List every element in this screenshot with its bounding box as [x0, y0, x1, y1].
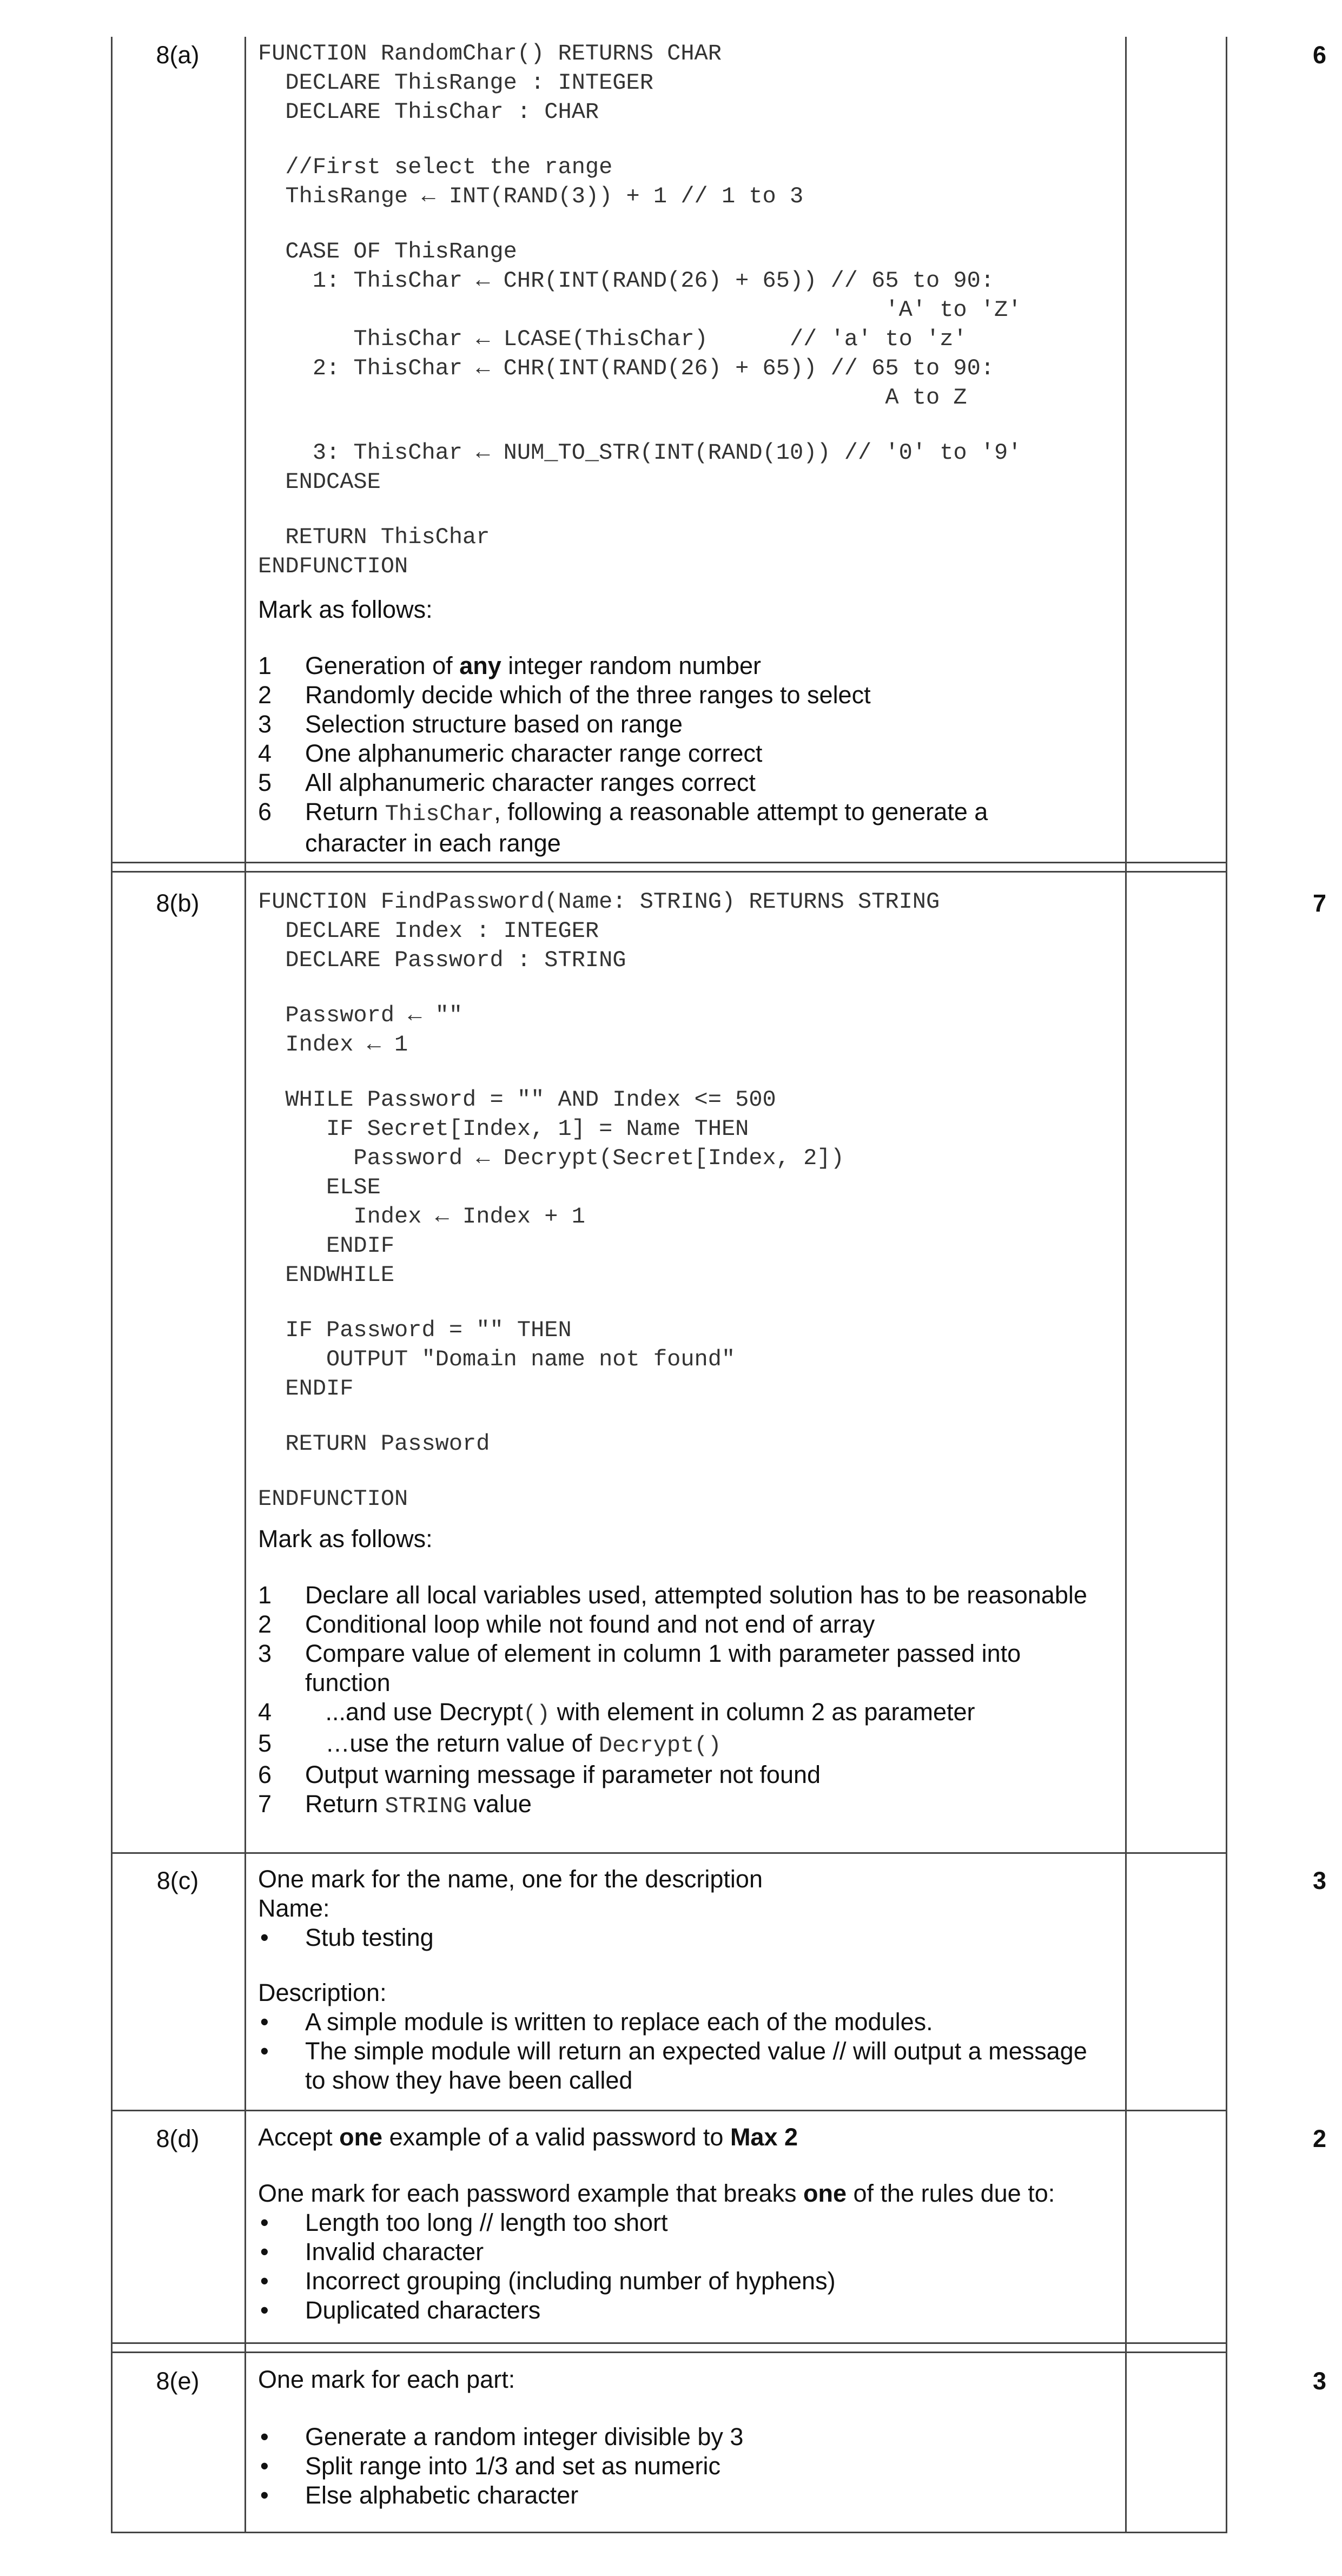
table-border-right: [1226, 37, 1227, 2533]
marking-point: 6 Return ThisChar, following a reasonable attempt to generate a character in each range: [258, 798, 988, 857]
code-line: //First select the range: [258, 154, 613, 180]
list-item: • Duplicated characters: [260, 2296, 541, 2324]
marking-point: 3 Selection structure based on range: [258, 710, 683, 738]
code-line: IF Password = "" THEN: [258, 1317, 572, 1343]
marks-value: 3: [1312, 2367, 1326, 2395]
code-line: A to Z: [258, 385, 967, 411]
code-line: [258, 1403, 1118, 1429]
mark-intro: One mark for the name, one for the description: [258, 1865, 763, 1893]
marks-value: 2: [1312, 2125, 1326, 2152]
row-divider-de-1: [111, 2342, 1227, 2344]
code-line: ENDFUNCTION: [258, 1486, 408, 1512]
code-line: ENDWHILE: [258, 1262, 395, 1288]
marks-value: 7: [1312, 889, 1326, 917]
code-line: ENDIF: [258, 1233, 395, 1259]
marking-point: 6 Output warning message if parameter not found: [258, 1761, 821, 1788]
marking-point: 1 Generation of any integer random number: [258, 652, 761, 679]
marking-point: 5 All alphanumeric character ranges correct: [258, 769, 756, 796]
list-item: • Generate a random integer divisible by 3: [260, 2423, 744, 2450]
question-number: 8(a): [156, 41, 200, 69]
code-line: [258, 975, 1118, 1001]
code-line: Password ← Decrypt(Secret[Index, 2]): [258, 1145, 844, 1171]
question-number: 8(c): [156, 1867, 199, 1894]
description-list: [258, 2007, 1118, 2095]
code-line: FUNCTION FindPassword(Name: STRING) RETURNS STRING: [258, 889, 940, 915]
list-item: • Incorrect grouping (including number of hyphens): [260, 2267, 836, 2295]
marking-point: 7 Return STRING value: [258, 1790, 532, 1819]
question-number: 8(e): [156, 2367, 200, 2395]
code-line: 3: ThisChar ← NUM_TO_STR(INT(RAND(10)) // '0' to '9': [258, 440, 1022, 466]
code-line: DECLARE Password : STRING: [258, 947, 626, 973]
code-line: 2: ThisChar ← CHR(INT(RAND(26) + 65)) // 65 to 90:: [258, 355, 995, 381]
code-line: [258, 127, 1118, 153]
code-line: DECLARE ThisChar : CHAR: [258, 99, 599, 125]
answer-content: [258, 887, 1118, 1821]
code-line: [258, 412, 1118, 438]
code-line: ENDCASE: [258, 469, 381, 495]
code-line: [258, 1059, 1118, 1085]
code-line: RETURN Password: [258, 1431, 490, 1457]
list-item: • A simple module is written to replace each of the modules.: [260, 2008, 933, 2036]
rule-intro: One mark for each password example that breaks one of the rules due to:: [258, 2179, 1055, 2207]
code-line: ENDFUNCTION: [258, 553, 408, 579]
code-line: [258, 211, 1118, 237]
marking-point: 1 Declare all local variables used, attempted solution has to be reasonable: [258, 1581, 1087, 1609]
list-item: • Length too long // length too short: [260, 2209, 668, 2236]
description-label: Description:: [258, 1979, 387, 2006]
row-divider-ab-2: [111, 871, 1227, 873]
code-line: Index ← 1: [258, 1032, 408, 1058]
code-line: 'A' to 'Z': [258, 297, 1022, 323]
mark-intro: Accept one example of a valid password to Max 2: [258, 2123, 798, 2151]
marking-points: [258, 1581, 1118, 1821]
list-item: • Split range into 1/3 and set as numeric: [260, 2452, 720, 2480]
marks-value: 6: [1312, 41, 1326, 69]
code-line: ELSE: [258, 1174, 381, 1200]
marking-points: [258, 651, 1118, 858]
name-label: Name:: [258, 1894, 330, 1922]
row-divider-de-2: [111, 2352, 1227, 2353]
table-border-left: [111, 37, 113, 2533]
answer-content: [258, 39, 1118, 858]
code-line: ThisRange ← INT(RAND(3)) + 1 // 1 to 3: [258, 183, 804, 209]
code-line: Password ← "": [258, 1002, 463, 1028]
pseudocode-block: [258, 887, 1118, 1514]
code-line: [258, 1458, 1118, 1484]
marking-point: 5 …use the return value of Decrypt(): [258, 1729, 722, 1759]
marking-point: 2 Conditional loop while not found and not end of array: [258, 1610, 875, 1638]
code-line: IF Secret[Index, 1] = Name THEN: [258, 1116, 749, 1142]
mark-intro: Mark as follows:: [258, 1525, 433, 1553]
question-number: 8(d): [156, 2125, 200, 2152]
code-line: WHILE Password = "" AND Index <= 500: [258, 1087, 776, 1113]
code-line: RETURN ThisChar: [258, 524, 490, 550]
question-number: 8(b): [156, 889, 200, 917]
list-item: • The simple module will return an expected value // will output a message to show they have been called: [260, 2037, 1087, 2094]
pseudocode-block: [258, 39, 1118, 581]
table-border-col2: [1125, 37, 1127, 2533]
table-border-bottom: [111, 2532, 1227, 2533]
marking-point: 3 Compare value of element in column 1 with parameter passed into function: [258, 1640, 1021, 1696]
code-line: Index ← Index + 1: [258, 1204, 585, 1230]
code-line: DECLARE ThisRange : INTEGER: [258, 70, 653, 96]
mark-intro: One mark for each part:: [258, 2366, 515, 2393]
code-line: CASE OF ThisRange: [258, 239, 517, 265]
mark-intro: Mark as follows:: [258, 596, 433, 623]
list-item: • Invalid character: [260, 2238, 484, 2265]
row-divider-cd: [111, 2110, 1227, 2111]
marking-point: 4 One alphanumeric character range correct: [258, 739, 763, 767]
code-line: [258, 497, 1118, 523]
row-divider-ab-1: [111, 862, 1227, 863]
answer-content: [258, 2365, 1118, 2510]
list-item: • Stub testing: [260, 1924, 434, 1951]
code-line: ThisChar ← LCASE(ThisChar) // 'a' to 'z': [258, 326, 967, 352]
table-border-col1: [244, 37, 246, 2533]
code-line: 1: ThisChar ← CHR(INT(RAND(26) + 65)) // 65 to 90:: [258, 268, 995, 294]
row-divider-bc: [111, 1852, 1227, 1854]
code-line: [258, 1290, 1118, 1316]
marking-point: 4 ...and use Decrypt() with element in column 2 as parameter: [258, 1698, 975, 1727]
code-line: OUTPUT "Domain name not found": [258, 1346, 736, 1372]
list-item: • Else alphabetic character: [260, 2481, 579, 2509]
rule-list: [258, 2208, 1118, 2325]
marking-point: 2 Randomly decide which of the three ranges to select: [258, 681, 871, 709]
code-line: FUNCTION RandomChar() RETURNS CHAR: [258, 41, 722, 67]
name-list: [258, 1923, 1118, 1952]
code-line: ENDIF: [258, 1376, 354, 1402]
answer-content: [258, 1865, 1118, 2095]
answer-content: [258, 2123, 1118, 2325]
code-line: DECLARE Index : INTEGER: [258, 918, 599, 944]
part-list: [258, 2422, 1118, 2510]
marks-value: 3: [1312, 1867, 1326, 1894]
